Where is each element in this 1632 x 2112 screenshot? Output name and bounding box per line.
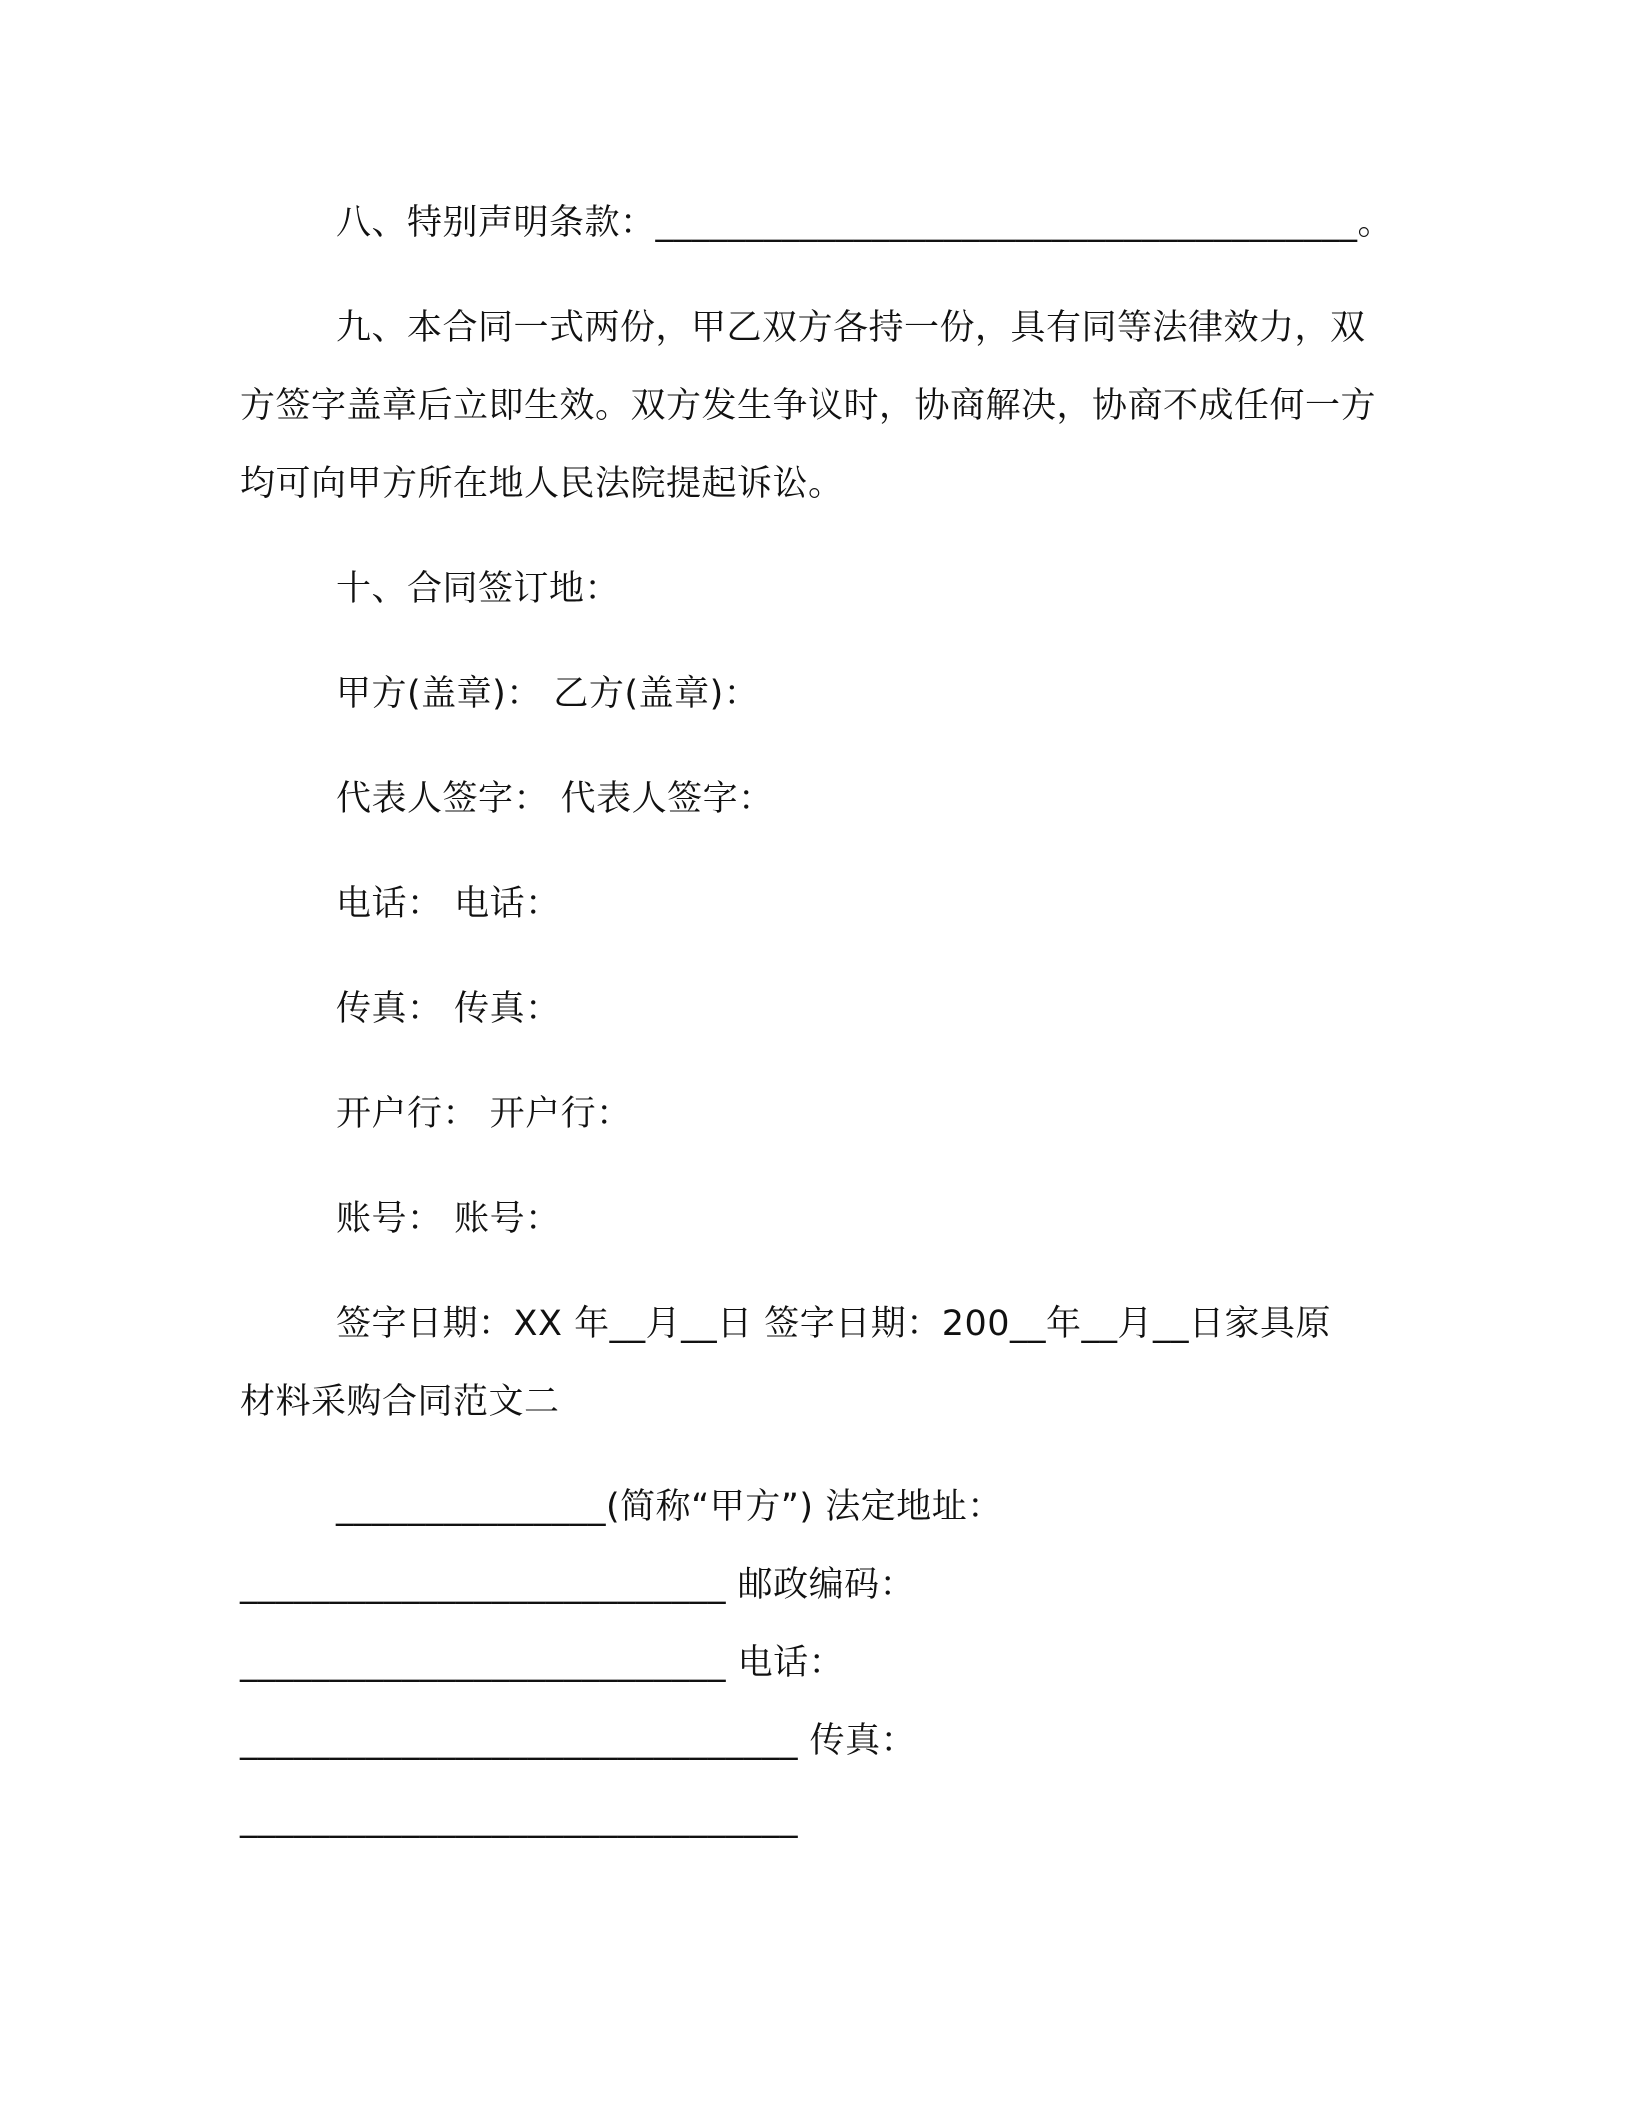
party-a-name-address-line: _______________(简称“甲方”) 法定地址： [336,1487,1003,1527]
party-a-fax-blank-line: _______________________________ [240,1799,798,1839]
party-a-fax-line: _______________________________ 传真： [240,1721,917,1761]
party-a-postcode-line: ___________________________ 邮政编码： [240,1565,916,1605]
signature-account-row: 账号： 账号： [336,1199,561,1239]
signature-date-line: 签字日期：XX 年__月__日 签字日期：200__年__月__日家具原 [336,1304,1332,1344]
signature-phone-row: 电话： 电话： [336,884,561,924]
clause-8-special-terms: 八、特别声明条款：_______________________________________。 [336,203,1394,243]
clause-9-copies-and-disputes: 九、本合同一式两份，甲乙双方各持一份，具有同等法律效力，双方签字盖章后立即生效。双方发生争议时，协商解决，协商不成任何一方均可向甲方所在地人民法院提起诉讼。 [240,308,1377,504]
party-a-phone-line: ___________________________ 电话： [240,1643,845,1683]
signature-date-and-title [240,1285,1400,1441]
signature-bank-row: 开户行： 开户行： [336,1094,632,1134]
clause-10-signing-place: 十、合同签订地： [336,569,621,609]
signature-representative-row: 代表人签字： 代表人签字： [336,779,774,819]
signature-seal-row: 甲方(盖章)： 乙方(盖章)： [336,674,760,714]
second-contract-title: 材料采购合同范文二 [240,1382,560,1422]
party-a-info-block [240,1468,1400,1858]
signature-fax-row: 传真： 传真： [336,989,561,1029]
document-body [240,184,1400,1885]
